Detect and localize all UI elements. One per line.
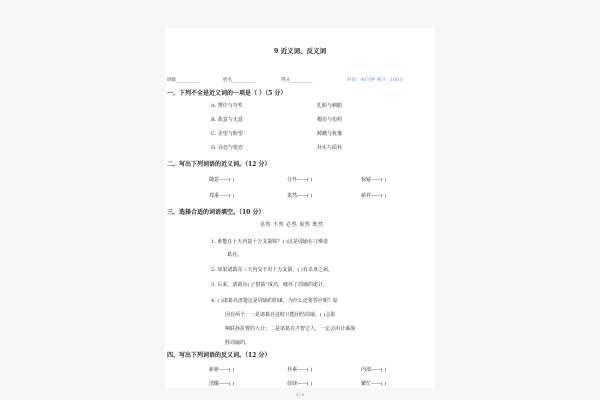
option-c-left: C. 企望与盼望 <box>211 131 243 137</box>
class-field: 班级__________ <box>167 78 199 83</box>
fill-blank-line: 因有两个：一是诸葛亮这时只能团结周瑜，( )会影 <box>225 312 336 318</box>
section-3-title: 三、选择合适的词语填空。（10 分） <box>167 209 265 216</box>
synonym-item: 果然——( ) <box>287 193 313 199</box>
fill-blank-line: 葛亮。 <box>227 252 243 258</box>
antonym-item: 繁忙——( ) <box>361 381 387 387</box>
synonym-item: 随意——( ) <box>209 177 235 183</box>
word-bank: 虽然 不然 必然 果然 既然 <box>260 222 324 228</box>
synonym-item: 分外——( ) <box>287 177 313 183</box>
option-a-right: 扎眼与刺眼 <box>317 103 343 109</box>
synonym-item: 惊疑——( ) <box>361 177 387 183</box>
fill-blank-line: 2. 如果诸葛亮三天内交不出十万支箭，( )有杀身之祸。 <box>211 267 333 273</box>
worksheet-page <box>165 28 435 388</box>
section-2-title: 二、写出下列词语的近义词。（12 分） <box>167 161 271 168</box>
section-1-title: 一、下列不全是近义词的一项是（ ）（5 分） <box>167 90 287 97</box>
page-number: 1 / 3 <box>296 393 304 397</box>
antonym-item: 清醒——( ) <box>209 381 235 387</box>
name-field: 姓名__________ <box>223 78 255 83</box>
option-c-right: 踌躇与犹豫 <box>317 131 343 137</box>
option-b-right: 模仿与仿照 <box>317 117 343 123</box>
score-field: 得分__________ <box>281 78 313 83</box>
antonym-item: 崭新——( ) <box>209 367 235 373</box>
fill-blank-line: 4. ( )诸葛亮清楚这是周瑜的阴谋，为什么还要答应呢？原 <box>211 298 338 304</box>
synonym-item: 郑重——( ) <box>209 193 235 199</box>
option-b-left: B. 故意与无意 <box>211 117 243 123</box>
antonym-item: 内部——( ) <box>361 367 387 373</box>
page-title: 9 近义词、反义词 <box>273 47 327 55</box>
fill-blank-line: 3. 后来，诸葛亮( )“借箭”成功，破坏了周瑜的诡计。 <box>211 282 328 288</box>
time-score-info: 时间：40分钟 满分：100分 <box>347 78 404 83</box>
antonym-item: 放肆——( ) <box>287 381 313 387</box>
option-d-left: D. 吞恋与依恋 <box>211 145 244 151</box>
synonym-item: 慈祥——( ) <box>361 193 387 199</box>
option-d-right: 朴实与质朴 <box>317 145 343 151</box>
section-4-title: 四、写出下列词语的反义词。（12 分） <box>167 352 271 359</box>
fill-blank-line: 胜周瑜的。 <box>225 340 251 346</box>
antonym-item: 朴素——( ) <box>287 367 313 373</box>
fill-blank-line: 1. 谁能在十天内造十万支箭呢？( )这是周瑜在刁难诸 <box>211 239 328 245</box>
fill-blank-line: 响联孙抗曹的大计；二是诸葛亮才智过人，一定会用计谋战 <box>225 326 356 332</box>
option-a-left: A. 赞许与夸奖 <box>211 103 243 109</box>
